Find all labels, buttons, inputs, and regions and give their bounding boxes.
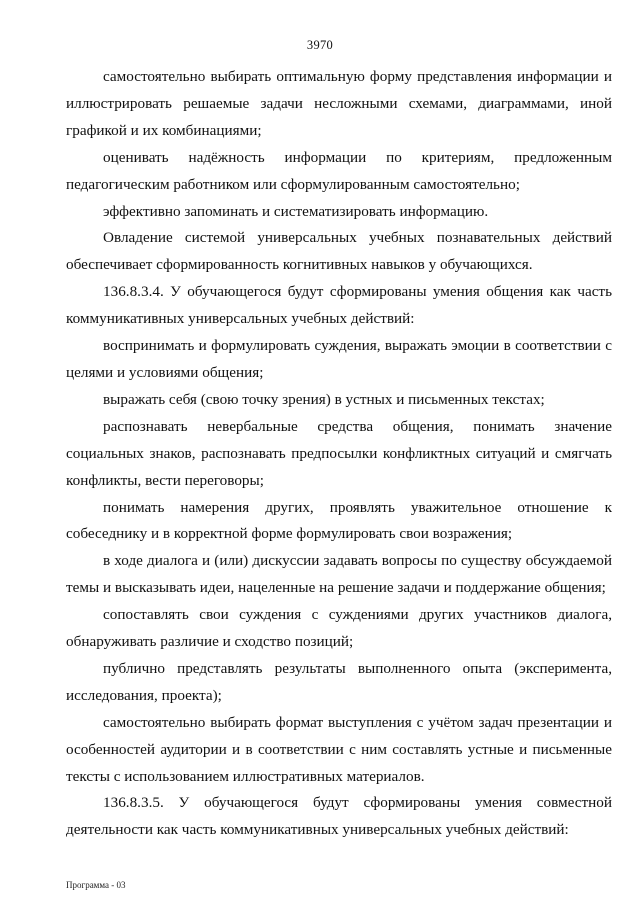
paragraph: в ходе диалога и (или) дискуссии задавать вопросы по существу обсуждаемой темы и высказывать идеи, нацеленные на решение задачи и поддержание общения; — [66, 552, 612, 597]
paragraph: распознавать невербальные средства общения, понимать значение социальных знаков, распознавать предпосылки конфликтных ситуаций и смягчать конфликты, вести переговоры; — [66, 417, 612, 489]
paragraph: Овладение системой универсальных учебных познавательных действий обеспечивает сформированность когнитивных навыков у обучающихся. — [66, 229, 612, 274]
paragraph: оценивать надёжность информации по критериям, предложенным педагогическим работником или сформулированным самостоятельно; — [66, 148, 612, 193]
section-heading-paragraph: 136.8.3.4. У обучающегося будут сформированы умения общения как часть коммуникативных универсальных учебных действий: — [66, 283, 612, 328]
paragraph: эффективно запоминать и систематизировать информацию. — [103, 202, 489, 220]
document-body — [66, 64, 612, 844]
paragraph: самостоятельно выбирать формат выступления с учётом задач презентации и особенностей аудитории и в соответствии с ним составлять устные и письменные тексты с использованием иллюстративных материалов. — [66, 713, 612, 785]
paragraph: воспринимать и формулировать суждения, выражать эмоции в соответствии с целями и условиями общения; — [66, 337, 612, 381]
paragraph: понимать намерения других, проявлять уважительное отношение к собеседнику и в корректной форме формулировать свои возражения; — [66, 498, 612, 543]
paragraph: выражать себя (свою точку зрения) в устных и письменных текстах; — [103, 390, 545, 408]
section-heading-paragraph: 136.8.3.5. У обучающегося будут сформированы умения совместной деятельности как часть коммуникативных универсальных учебных действий: — [66, 794, 612, 839]
page-number: 3970 — [306, 38, 334, 52]
paragraph: самостоятельно выбирать оптимальную форму представления информации и иллюстрировать решаемые задачи несложными схемами, диаграммами, иной графикой и их комбинациями; — [66, 68, 612, 139]
paragraph: публично представлять результаты выполненного опыта (эксперимента, исследования, проекта); — [66, 659, 612, 704]
paragraph: сопоставлять свои суждения с суждениями других участников диалога, обнаруживать различие и сходство позиций; — [66, 606, 612, 651]
page-footer: Программа - 03 — [66, 880, 126, 890]
